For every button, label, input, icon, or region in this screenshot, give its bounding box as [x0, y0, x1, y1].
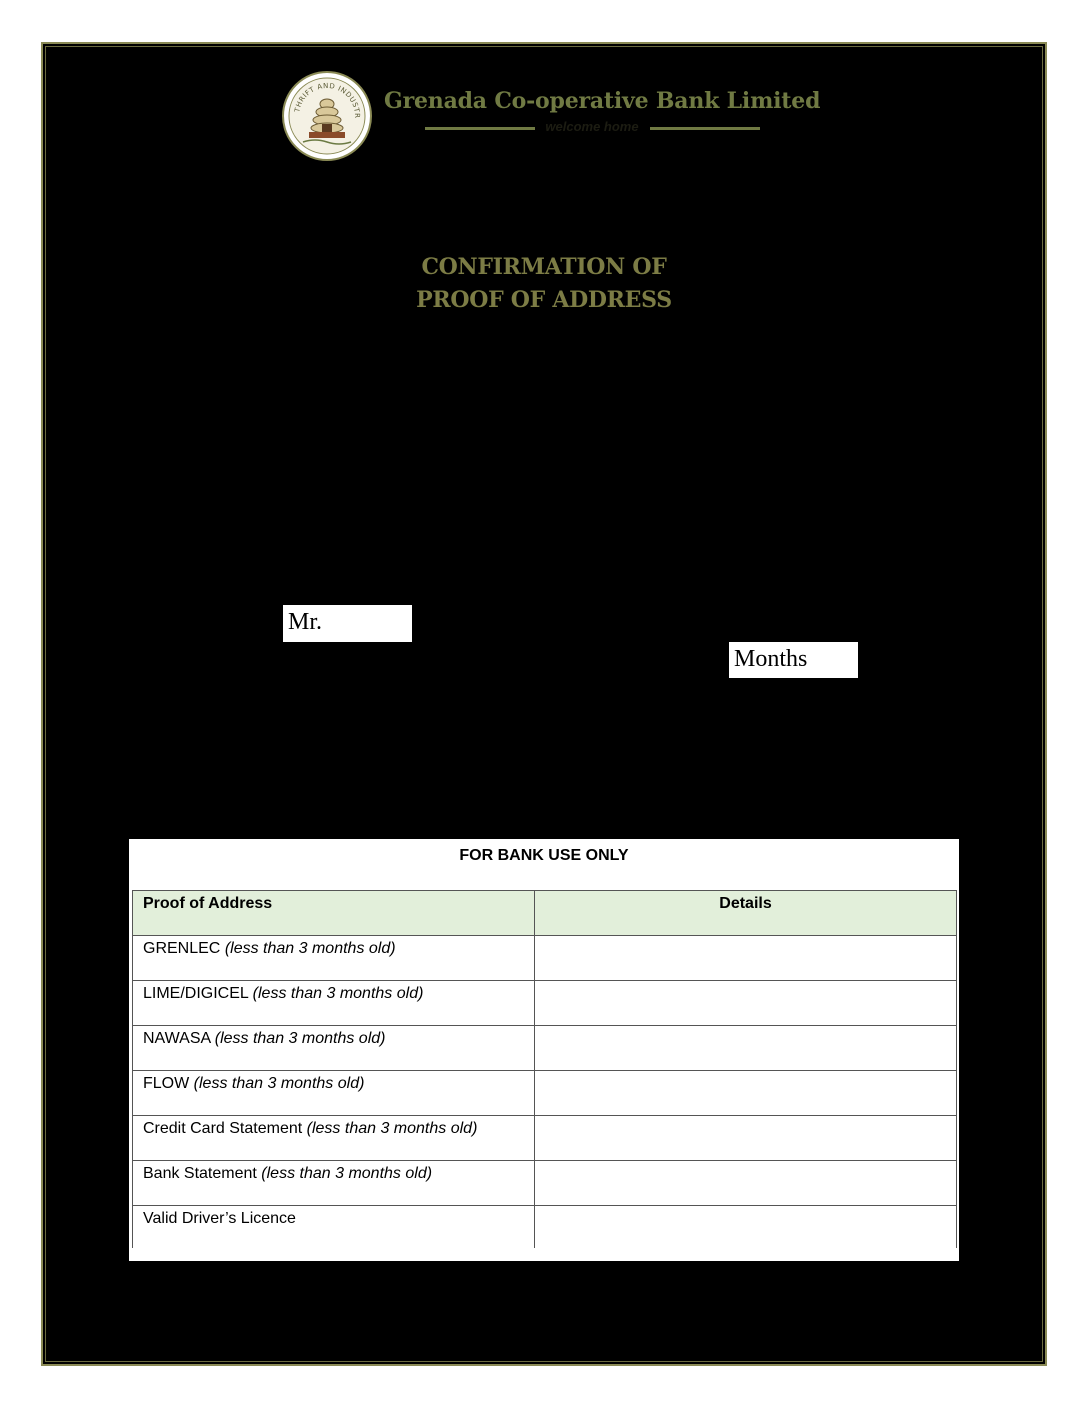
proof-type-note: (less than 3 months old): [306, 1120, 478, 1137]
proof-type-label: Credit Card Statement: [143, 1120, 303, 1137]
proof-type-label: FLOW: [143, 1075, 190, 1092]
table-row: [133, 936, 957, 981]
bank-tagline: welcome home: [545, 119, 639, 134]
proof-type-cell: [133, 1116, 535, 1161]
details-cell[interactable]: [535, 1071, 957, 1116]
document-title-line-2: PROOF OF ADDRESS: [416, 287, 672, 313]
table-row: [133, 1116, 957, 1161]
proof-type-note: (less than 3 months old): [252, 985, 424, 1002]
proof-type-cell: [133, 936, 535, 981]
column-header-proof: Proof of Address: [133, 891, 535, 936]
proof-type-cell: [133, 981, 535, 1026]
proof-type-cell: [133, 1161, 535, 1206]
seal-text: THRIFT AND INDUSTR: [293, 81, 362, 119]
proof-type-note: (less than 3 months old): [261, 1165, 433, 1182]
proof-type-cell: [133, 1071, 535, 1116]
proof-type-label: GRENLEC: [143, 940, 221, 957]
salutation-field[interactable]: Mr.: [283, 605, 412, 642]
details-cell[interactable]: [535, 1116, 957, 1161]
details-cell[interactable]: [535, 1206, 957, 1248]
proof-type-note: (less than 3 months old): [193, 1075, 365, 1092]
beehive-seal-icon: [281, 70, 373, 162]
bank-use-section: [129, 839, 959, 1261]
proof-type-label: LIME/DIGICEL: [143, 985, 249, 1002]
proof-type-label: NAWASA: [143, 1030, 211, 1047]
column-header-details: Details: [535, 891, 957, 936]
proof-type-cell: [133, 1206, 535, 1248]
proof-type-note: (less than 3 months old): [224, 940, 396, 957]
bank-use-title: FOR BANK USE ONLY: [459, 847, 629, 864]
duration-field[interactable]: Months: [729, 642, 858, 678]
details-cell[interactable]: [535, 981, 957, 1026]
table-row: [133, 1071, 957, 1116]
proof-of-address-table: [132, 890, 957, 1248]
brand-divider-left: [425, 127, 535, 130]
table-header-row: [133, 891, 957, 936]
proof-type-note: (less than 3 months old): [214, 1030, 386, 1047]
table-row: [133, 1206, 957, 1248]
proof-type-label: Bank Statement: [143, 1165, 257, 1182]
document-title-line-1: CONFIRMATION OF: [421, 254, 667, 280]
details-cell[interactable]: [535, 1161, 957, 1206]
bank-name: Grenada Co-operative Bank Limited: [384, 88, 821, 114]
table-row: [133, 981, 957, 1026]
proof-type-label: Valid Driver’s Licence: [143, 1210, 296, 1227]
table-row: [133, 1026, 957, 1071]
proof-type-cell: [133, 1026, 535, 1071]
table-row: [133, 1161, 957, 1206]
bank-logo: [281, 70, 373, 162]
details-cell[interactable]: [535, 1026, 957, 1071]
brand-divider-right: [650, 127, 760, 130]
details-cell[interactable]: [535, 936, 957, 981]
